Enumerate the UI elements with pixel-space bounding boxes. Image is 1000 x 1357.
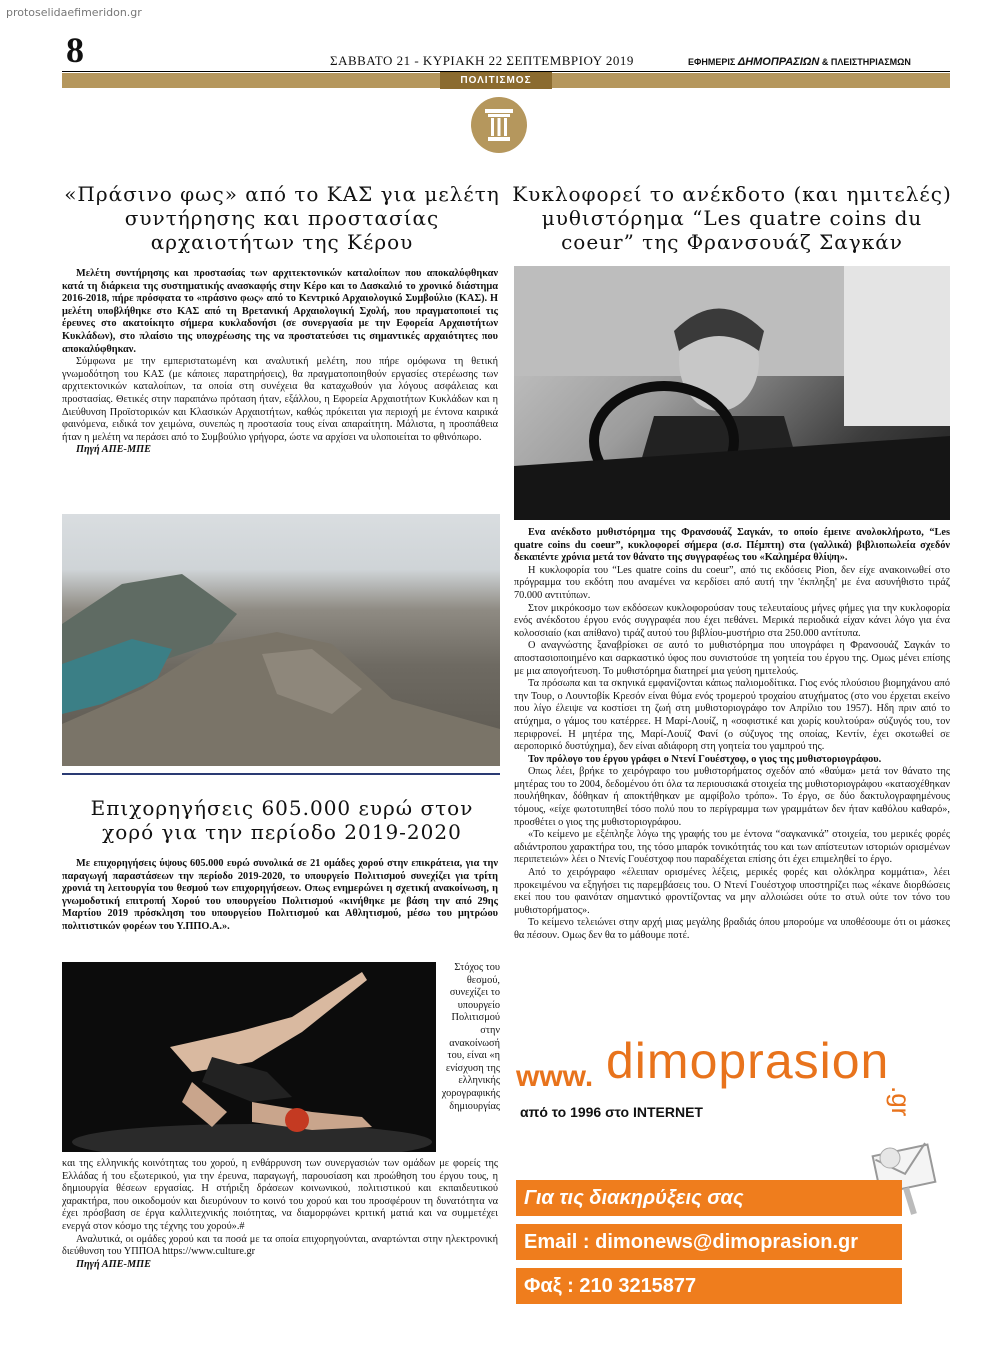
article-kerou-source: Πηγή ΑΠΕ-ΜΠΕ bbox=[76, 444, 151, 456]
article-dance-headline: Επιχορηγήσεις 605.000 ευρώ στον χορό για την περίοδο 2019-2020 bbox=[90, 796, 474, 844]
masthead-prefix: ΕΦΗΜΕΡΙΣ bbox=[688, 57, 736, 67]
article-dance-lead-text: Με επιχορηγήσεις ύψους 605.000 ευρώ συνολικά σε 21 ομάδες χορού στην επικράτεια, για την παραγωγή παραστάσεων την περίοδο 2019-2020, το υπουργείο Πολιτισμού συνεχίζει για τρίτη χρονιά τη λειτουργία του θεσμού των επιχορηγήσεων. Οπως ενημερώνει η σχετική ανακοίνωση, η γνωμοδοτική επιτροπή Χορού του υπουργείου Πολιτισμού «κινήθηκε με βάση την από 29ης Μαρτίου 2019 πρόσκληση του υπουργείου Πολιτισμού και Αθλητισμού, μέσω του μητρώου πολιτιστικών φορέων του Υ.ΠΠΟ.Α.». bbox=[62, 858, 498, 932]
page-number: 8 bbox=[66, 30, 84, 70]
article-sagan-caption: Ενα ανέκδοτο μυθιστόρημα της Φρανσουάζ Σαγκάν, το οποίο έμεινε ανολοκλήρωτο, “Les quatre coins du coeur”, κυκλοφορεί σήμερα (σ.σ. Πέμπτη) στα (γαλλικά) βιβλιοπωλεία σχεδόν δεκαπέντε χρόνια μετά τον θάνατο της συγγραφέως του «Καλημέρα θλίψη». bbox=[514, 527, 950, 564]
masthead bbox=[688, 56, 911, 68]
article-dance-source: Πηγή ΑΠΕ-ΜΠΕ bbox=[76, 1258, 151, 1270]
ad-site-name: dimoprasion bbox=[606, 1033, 890, 1089]
article-sagan-headline: Κυκλοφορεί το ανέκδοτο (και ημιτελές) μυθιστόρημα “Les quatre coins du coeur” της Φρανσουάζ Σαγκάν bbox=[512, 182, 952, 254]
ad-since: από το 1996 στο INTERNET bbox=[520, 1104, 703, 1120]
site-watermark: protoselidaefimeridon.gr bbox=[6, 6, 142, 19]
section-label: ΠΟΛΙΤΙΣΜΟΣ bbox=[440, 72, 552, 89]
dancers-photo bbox=[62, 962, 436, 1152]
masthead-brand: ΔΗΜΟΠΡΑΣΙΩΝ bbox=[737, 56, 820, 68]
article-dance-side bbox=[438, 962, 500, 1113]
article-dance-side-text: Στόχος του θεσμού, συνεχίζει το υπουργείο Πολιτισμού στην ανακοίνωσή του, είναι «η ενίσχυση της ελληνικής χορογραφικής δημιουργίας bbox=[441, 962, 500, 1112]
article-sagan-text bbox=[514, 527, 950, 943]
ad-bar-email: Email : dimonews@dimoprasion.gr bbox=[516, 1224, 902, 1260]
article-sagan-paragraph: Το κείμενο τελειώνει στην αρχή μιας μεγάλης βραδιάς όπου μπορούμε να υποθέσουμε ότι οι μάσκες θα πέσουν. Ομως δεν θα το μάθουμε ποτέ. bbox=[514, 917, 950, 941]
column-icon bbox=[471, 97, 527, 153]
article-dance-closing: Αναλυτικά, οι ομάδες χορού και τα ποσά με τα οποία επιχορηγούνται, αναρτώνται στην ηλεκτρονική διεύθυνση του ΥΠΠΟΑ https://www.culture.gr bbox=[62, 1233, 498, 1258]
article-kerou-lead: Μελέτη συντήρησης και προστασίας των αρχιτεκτονικών καταλοίπων που αποκαλύφθηκαν κατά τη διάρκεια της συστηματικής ανασκαφής στην Κέρο και το Δασκαλιό το χρονικό διάστημα 2016-2018, πήρε πρόσφατα το «πράσινο φως» από το Κεντρικό Αρχαιολογικό Συμβούλιο (ΚΑΣ). Η μελέτη υποβλήθηκε στο ΚΑΣ από τη Βρετανική Αρχαιολογική Σχολή, που πραγματοποιεί τις έρευνες στο ακατοίκητο σήμερα κυκλαδονήσι (σε συνεργασία με την Εφορεία Αρχαιοτήτων Κυκλάδων), στο πλαίσιο της υποχρέωσης της να προστατεύσει τις σημαντικές αρχαιότητες που αποκαλύφθηκαν. bbox=[62, 268, 498, 355]
article-sagan-paragraph: Στον μικρόκοσμο των εκδόσεων κυκλοφορούσαν τους τελευταίους μήνες φήμες για την κυκλοφορία ενός ανέκδοτου έργου ενός συγγραφέα που έχει πεθάνει. Μερικά περιοδικά είχαν κάνει λόγο για ένα κολοσσιαίο (και απίθανο) τιράζ αυτού του βιβλίου-μυστήριο στα 250.000 αντίτυπα. bbox=[514, 602, 950, 639]
article-dance-body: και της ελληνικής κοινότητας του χορού, η ενθάρρυνση των συνεργασιών των ομάδων με φορείς της Ελλάδας ή του εξωτερικού, για την έρευνα, παραγωγή, παρουσίαση και προώθηση του έργου τους, η δημιουργία θέσεων εργασίας. Η στήριξη δράσεων κοινωνικού, πολιτιστικού και εκπαιδευτικού χαρακτήρα, που οικοδομούν και διευρύνουν το κοινό του χορού και του προσφέρουν τη δυνατότητα να έχει πρόσβαση σε έργα καλλιτεχνικής ποιότητας, να διαμορφώνει κριτική ματιά και να συμμετέχει ενεργά στον κόσμο της τέχνης του χορού».# bbox=[62, 1158, 498, 1232]
ad-tld: .gr bbox=[886, 1086, 916, 1117]
masthead-suffix: & ΠΛΕΙΣΤΗΡΙΑΣΜΩΝ bbox=[821, 57, 911, 67]
ad-bar-announcements: Για τις διακηρύξεις σας bbox=[516, 1180, 902, 1216]
dimoprasion-advert bbox=[514, 1032, 952, 1314]
article-divider bbox=[62, 773, 500, 775]
sagan-photo bbox=[514, 266, 950, 520]
article-kerou-text bbox=[62, 268, 498, 457]
article-dance-text bbox=[62, 1158, 498, 1271]
article-sagan-paragraph: Ο αναγνώστης ξαναβρίσκει σε αυτό το μυθιστόρημα που υπογράφει η Φρανσουάζ Σαγκάν το αποστασιοποιημένο και σαρκαστικό ύφος που συνιστούσε τη γοητεία του έργου της. Ομως μένει επίσης με μια απογοήτευση. Το μυθιστόρημα διατηρεί μια γεύση ημιτελούς. bbox=[514, 640, 950, 677]
article-dance-lead bbox=[62, 858, 498, 934]
article-sagan-prologue: Τον πρόλογο του έργου γράφει ο Ντενί Γουέστχοφ, ο γιος της μυθιστοριογράφου. bbox=[528, 753, 882, 765]
issue-date: ΣΑΒΒΑΤΟ 21 - ΚΥΡΙΑΚΗ 22 ΣΕΠΤΕΜΒΡΙΟΥ 2019 bbox=[330, 53, 634, 68]
article-kerou-body: Σύμφωνα με την εμπεριστατωμένη και αναλυτική μελέτη, που πήρε ομόφωνα τη θετική γνωμοδότηση του ΚΑΣ (με κάποιες παρατηρήσεις), θα πραγματοποιηθούν εργασίες στερέωσης των αρχιτεκτονικών καταλοίπων, τα οποία στη συνέχεια θα καταχωθούν για λόγους ασφάλειας και προστασίας. Θετικές στην παραπάνω πρόταση ήταν, εξάλλου, η Εφορεία Αρχαιοτήτων Κυκλάδων και η Διεύθυνση Προϊστορικών και Κλασικών Αρχαιοτήτων, καθώς πρόκειται για περιοχή με έντονα καιρικά φαινόμενα, ειδικά τον χειμώνα, συνεπώς η προστασία τους είναι απαραίτητη. Μάλιστα, η προσπάθεια ήταν η μελέτη να περάσει από το Συμβούλιο γρήγορα, ώστε να αρχίσει να υλοποιείται το φθινόπωρο. bbox=[62, 356, 498, 443]
ad-www: www. bbox=[516, 1060, 594, 1093]
article-sagan-paragraph: Οπως λέει, βρήκε το χειρόγραφο του μυθιστορήματος σχεδόν από «θαύμα» μετά τον θάνατο της μητέρας του το 2004, δεδομένου ότι όλα τα περιουσιακά στοιχεία της μυθιστοριογράφου «κατασχέθηκαν πουλήθηκαν, δόθηκαν ή αποκτήθηκαν με αμφίβολο τρόπο». Το έργο, σε δύο δακτυλογραφημένους τόμους, «είχε φωτοτυπηθεί τόσο πολύ που το περίγραμμα των γραμμάτων δεν ήταν καθόλου καθαρό», προσθέτει ο γιος της μυθιστοριογράφου. bbox=[514, 766, 950, 828]
article-sagan-paragraph: Από το χειρόγραφο «έλειπαν ορισμένες λέξεις, μερικές φορές και ολόκληρα κομμάτια», λέει προκειμένου να εξηγήσει τις παρεμβάσεις του. Ο Ντενί Γουέστχοφ υποστηρίζει πως «έκανε διορθώσεις εκεί που του φαινόταν σημαντικό φροντίζοντας να μην αλλοιώσει ούτε το στυλ ούτε τον τόνο του μυθιστορήματος». bbox=[514, 867, 950, 916]
article-kerou-headline: «Πράσινο φως» από το ΚΑΣ για μελέτη συντήρησης και προστασίας αρχαιοτήτων της Κέρου bbox=[64, 182, 500, 254]
article-sagan-paragraph: «Το κείμενο με εξέπληξε λόγω της γραφής του με έντονα “σαγκανικά” στοιχεία, του μερικές φορές αδιάντροπου χαρακτήρα του, της τόσο μπαρόκ τονικότητάς του και των απίστευτων ιστοριών ορισμένων περιπετειών» λέει ο Ντενίς Γουέστχοφ που παραδέχεται επίσης ότι έχει επιμεληθεί το έργο. bbox=[514, 829, 950, 866]
kerou-island-photo bbox=[62, 514, 500, 766]
ad-bar-fax: Φαξ : 210 3215877 bbox=[516, 1268, 902, 1304]
article-sagan-paragraph: Τα πρόσωπα και τα σκηνικά εμφανίζονται κάπως παλιομοδίτικα. Γιος ενός πλούσιου βιομηχάνου από την Τουρ, ο Λουντοβίκ Κρεσόν είναι θύμα ενός τρομερού τροχαίου ατυχήματος (στο νου έρχεται εκείνο που λίγο έλειψε να κοστίσει τη ζωή στη μυθιστοριογράφο τον Απρίλιο του 1957). Ηδη πριν από το ατύχημα, ο γάμος του κατέρρεε. Η Μαρί-Λουίζ, η «σοφιστικέ και χωρίς κουλτούρα» σύζυγός του, τον περιφρονεί. Η μητέρα της, Μαρί-Λουίζ Φανί (ο σύζυγος της οποίας, Κεντίν, έχει σκοτωθεί σε αεροπορικό δυστύχημα), δεν είναι αδιάφορη στη γοητεία του γαμπρού της. bbox=[514, 678, 950, 753]
article-sagan-paragraph: Η κυκλοφορία του “Les quatre coins du coeur”, από τις εκδόσεις Pion, δεν είχε ανακοινωθεί στο πρόγραμμα του εκδότη που αναμένει να κερδίσει από αυτή την 'έκπληξη' με ένα ασυνήθιστο τιράζ 70.000 αντιτύπων. bbox=[514, 564, 950, 601]
